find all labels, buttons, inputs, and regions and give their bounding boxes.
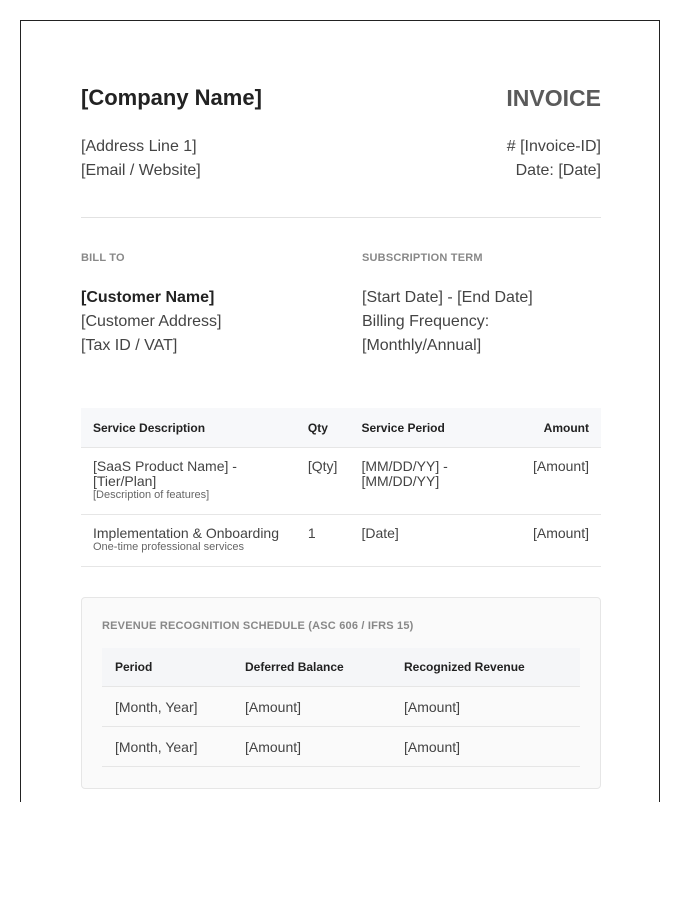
row-description (81, 448, 296, 515)
row-period: [Month, Year] (102, 687, 232, 727)
email-website: [Email / Website] (81, 162, 201, 179)
description-note: [Description of features] (93, 489, 210, 501)
invoice-meta-block (507, 135, 601, 183)
table-row (102, 727, 580, 767)
header-service-description: Service Description (81, 408, 296, 448)
customer-tax-id: [Tax ID / VAT] (81, 337, 178, 354)
customer-address: [Customer Address] (81, 313, 222, 330)
table-row (81, 515, 601, 567)
revenue-header-row (102, 648, 580, 687)
bill-to-label: BILL TO (81, 252, 125, 264)
row-recognized: [Amount] (391, 727, 580, 767)
billing-frequency-value: [Monthly/Annual] (362, 337, 482, 354)
row-description (81, 515, 296, 567)
table-row (102, 687, 580, 727)
revenue-schedule-title: REVENUE RECOGNITION SCHEDULE (ASC 606 / IFRS 15) (102, 620, 414, 632)
invoice-content (81, 21, 601, 789)
period-line-2: [MM/DD/YY] (361, 473, 440, 489)
header-period: Period (102, 648, 232, 687)
invoice-date: Date: [Date] (515, 162, 601, 179)
subscription-term-block (362, 252, 533, 358)
line-items-header-row (81, 408, 601, 448)
line-items-table (81, 408, 601, 567)
description-line-2: [Tier/Plan] (93, 473, 157, 489)
period-line-1: [MM/DD/YY] - (361, 458, 448, 474)
row-amount: [Amount] (499, 448, 601, 515)
table-row (81, 448, 601, 515)
header-service-period: Service Period (349, 408, 498, 448)
row-qty: [Qty] (296, 448, 350, 515)
company-name: [Company Name] (81, 85, 262, 110)
row-recognized: [Amount] (391, 687, 580, 727)
revenue-schedule-table (102, 648, 580, 767)
row-deferred: [Amount] (232, 727, 391, 767)
header-qty: Qty (296, 408, 350, 448)
address-line-1: [Address Line 1] (81, 138, 197, 155)
subscription-dates: [Start Date] - [End Date] (362, 289, 533, 306)
billing-frequency-label: Billing Frequency: (362, 313, 490, 330)
description-line-1: [SaaS Product Name] - (93, 458, 237, 474)
header-recognized-revenue: Recognized Revenue (391, 648, 580, 687)
row-qty: 1 (296, 515, 350, 567)
parties-section (81, 218, 601, 408)
row-deferred: [Amount] (232, 687, 391, 727)
description-note: One-time professional services (93, 541, 245, 553)
bill-to-block (81, 252, 222, 358)
customer-name: [Customer Name] (81, 289, 215, 306)
invoice-page (20, 20, 660, 802)
header-amount: Amount (499, 408, 601, 448)
invoice-id: # [Invoice-ID] (506, 138, 601, 155)
invoice-header (81, 21, 601, 218)
header-deferred-balance: Deferred Balance (232, 648, 391, 687)
revenue-schedule-box (81, 597, 601, 789)
row-period (349, 448, 498, 515)
subscription-term-label: SUBSCRIPTION TERM (362, 252, 483, 264)
row-amount: [Amount] (499, 515, 601, 567)
row-period: [Month, Year] (102, 727, 232, 767)
description-line-1: Implementation & Onboarding (93, 525, 279, 541)
company-address-block (81, 135, 201, 183)
row-period: [Date] (349, 515, 498, 567)
invoice-title: INVOICE (506, 85, 601, 111)
